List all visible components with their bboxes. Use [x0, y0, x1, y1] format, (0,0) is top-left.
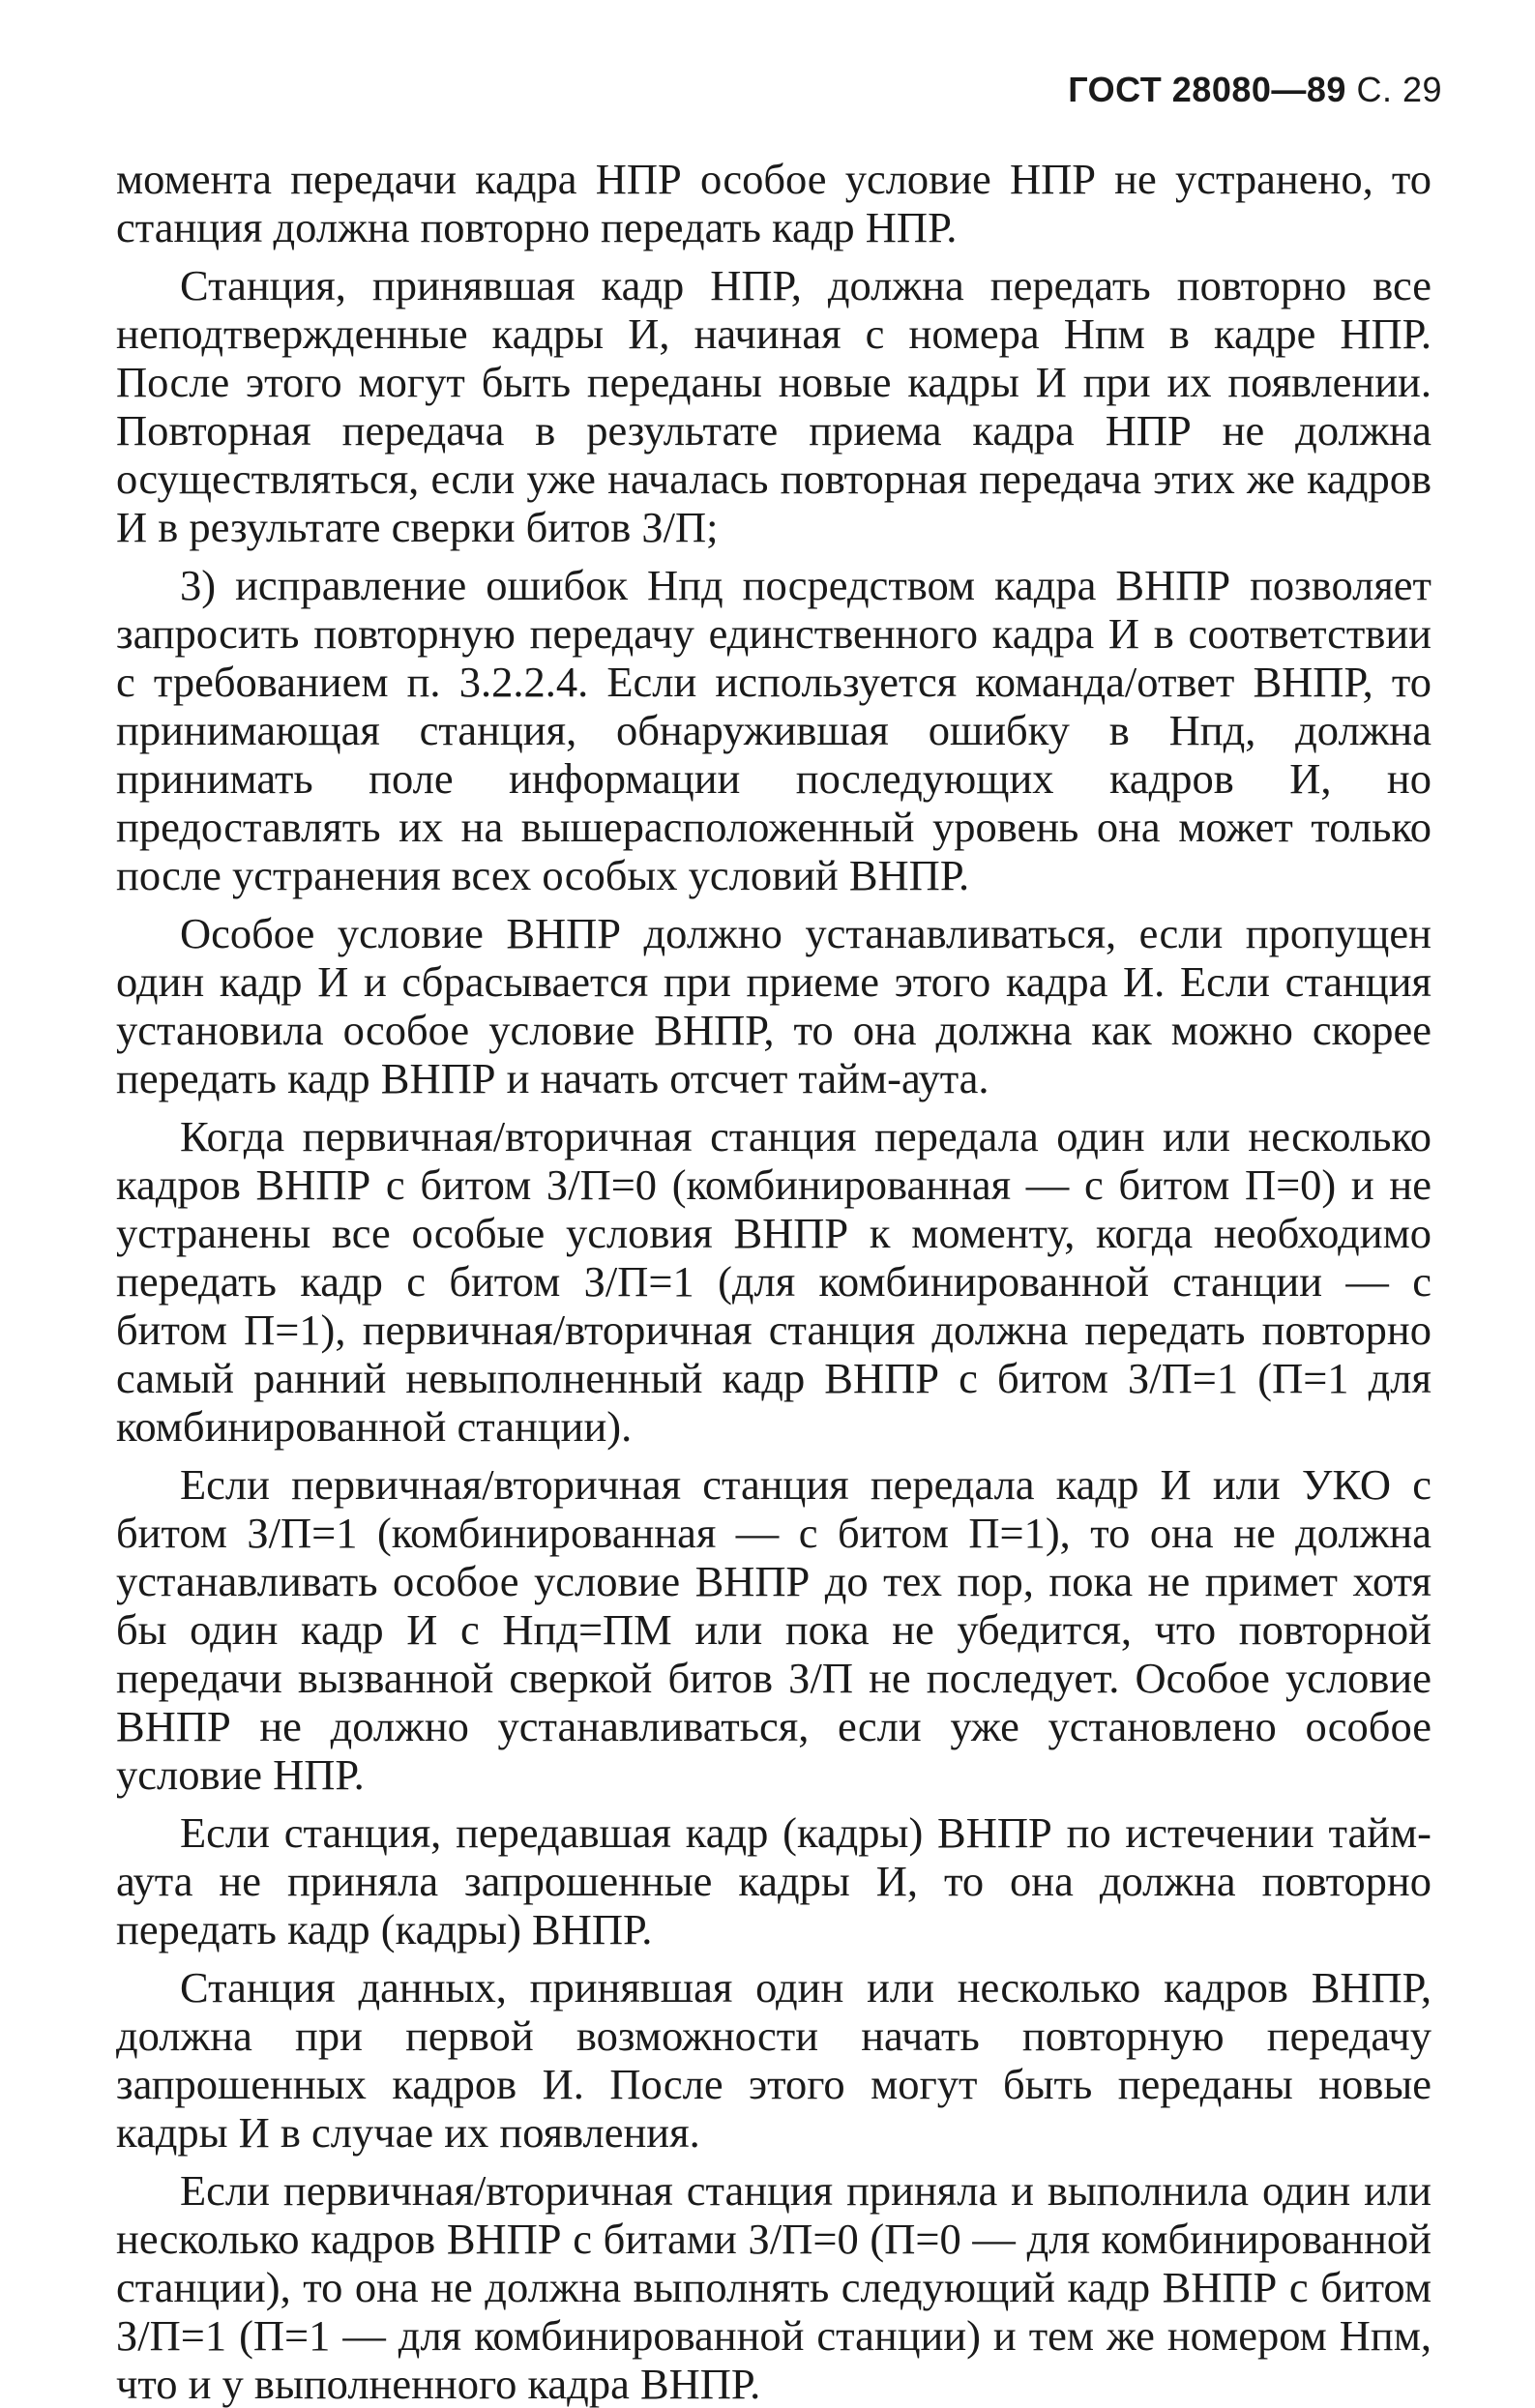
paragraph: Если первичная/вторичная станция приняла и выполнила один или несколько кадров ВНПР с битами З/П=0 (П=0 — для комбинированной станции), то она не должна выполнять следующий кадр ВНПР с битом З/П=1 (П=1 — для комбинированной станции) и тем же номером Нпм, что и у выполненного кадра ВНПР.: [116, 2166, 1432, 2408]
paragraph: Особое условие ВНПР должно устанавливаться, если пропущен один кадр И и сбрасывается при приеме этого кадра И. Если станция установила особое условие ВНПР, то она должна как можно скорее передать кадр ВНПР и начать отсчет тайм-аута.: [116, 909, 1432, 1102]
paragraph: момента передачи кадра НПР особое условие НПР не устранено, то станция должна повторно передать кадр НПР.: [116, 155, 1432, 251]
standard-number: ГОСТ 28080—89: [1068, 70, 1346, 109]
paragraph: Станция, принявшая кадр НПР, должна передать повторно все неподтвержденные кадры И, начиная с номера Нпм в кадре НПР. После этого могут быть переданы новые кадры И при их появлении. Повторная передача в результате приема кадра НПР не должна осуществляться, если уже началась повторная передача этих же кадров И в результате сверки битов З/П;: [116, 261, 1432, 551]
paragraph: Если первичная/вторичная станция передала кадр И или УКО с битом З/П=1 (комбинированная — с битом П=1), то она не должна устанавливать особое условие ВНПР до тех пор, пока не примет хотя бы один кадр И с Нпд=ПМ или пока не убедится, что повторной передачи вызванной сверкой битов З/П не последует. Особое условие ВНПР не должно устанавливаться, если уже установлено особое условие НПР.: [116, 1460, 1432, 1799]
paragraph: Станция данных, принявшая один или несколько кадров ВНПР, должна при первой возможности начать повторную передачу запрошенных кадров И. После этого могут быть переданы новые кадры И в случае их появления.: [116, 1963, 1432, 2157]
page-number: С. 29: [1356, 70, 1442, 109]
body-text: [116, 155, 1432, 2408]
paragraph: 3) исправление ошибок Нпд посредством кадра ВНПР позволяет запросить повторную передачу единственного кадра И в соответствии с требованием п. 3.2.2.4. Если используется команда/ответ ВНПР, то принимающая станция, обнаружившая ошибку в Нпд, должна принимать поле информации последующих кадров И, но предоставлять их на вышерасположенный уровень она может только после устранения всех особых условий ВНПР.: [116, 561, 1432, 899]
paragraph: Когда первичная/вторичная станция передала один или несколько кадров ВНПР с битом З/П=0 (комбинированная — с битом П=0) и не устранены все особые условия ВНПР к моменту, когда необходимо передать кадр с битом З/П=1 (для комбинированной станции — с битом П=1), первичная/вторичная станция должна передать повторно самый ранний невыполненный кадр ВНПР с битом З/П=1 (П=1 для комбинированной станции).: [116, 1112, 1432, 1451]
paragraph: Если станция, передавшая кадр (кадры) ВНПР по истечении тайм-аута не приняла запрошенные кадры И, то она должна повторно передать кадр (кадры) ВНПР.: [116, 1808, 1432, 1953]
running-header: [1068, 70, 1442, 110]
